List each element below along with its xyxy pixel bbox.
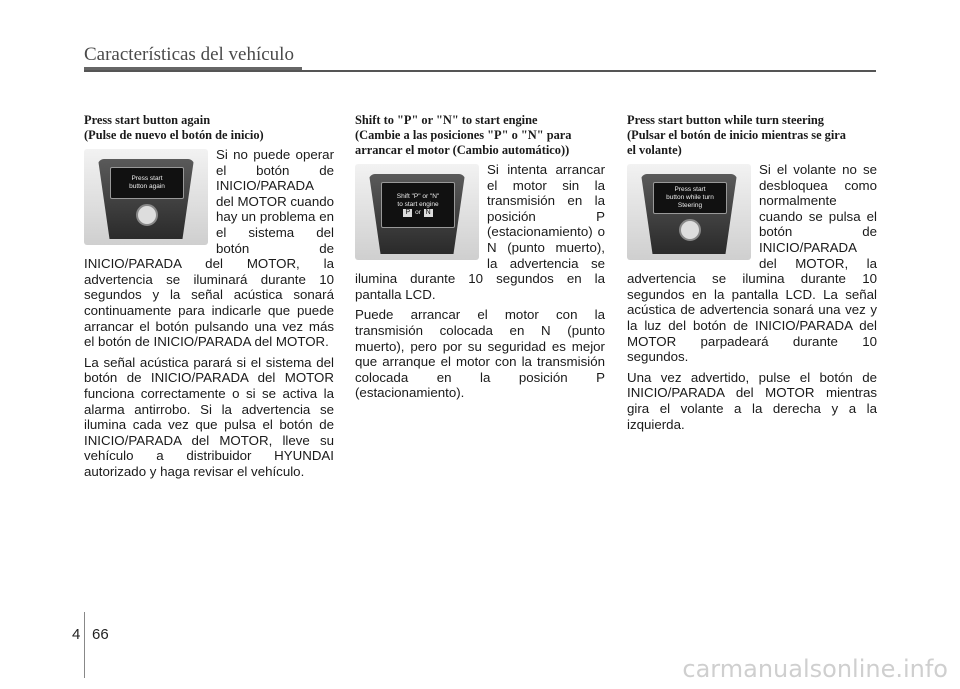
lcd-message: Shift "P" or "N" to start engine P or N [381,182,455,228]
column-body [627,162,877,432]
paragraph: Una vez advertido, pulse el botón de INICIO/PARADA del MOTOR mientras gira el volante a la derecha y a la izquierda. [627,369,877,432]
start-button-icon [136,204,158,226]
column-press-start-again [84,113,334,484]
park-badge-icon: P [403,209,412,217]
paragraph: Si el volante no se desbloquea como normalmente cuando se pulsa el botón de INICIO/PARADA del MOTOR, la advertencia se ilumina durante 10 segundos en la pantalla LCD. La señal acústica de advertencia sonará una vez y la luz del botón de INICIO/PARADA del MOTOR parpadeará durante 10 segundos. [627,162,877,365]
column-body [84,147,334,479]
watermark: carmanualsonline.info [682,655,948,683]
footer-divider [84,612,85,678]
lcd-message: Press start button again [110,167,184,199]
neutral-badge-icon: N [425,209,431,216]
section-title: Características del vehículo [84,44,294,65]
dashboard-warning-figure [355,164,479,260]
chapter-number: 4 [72,626,81,643]
column-press-while-steering [627,113,877,437]
page-number: 66 [92,626,109,643]
column-shift-p-or-n [355,113,605,406]
paragraph: Si no puede operar el botón de INICIO/PARADA del MOTOR cuando hay un problema en el sistema del botón de INICIO/PARADA del MOTOR, la advertencia se iluminará durante 10 segundos y la señal acústica sonará continuamente para indicarle que puede arrancar el botón pulsando una vez más el botón de INICIO/PARADA del MOTOR. [84,147,335,350]
paragraph: Puede arrancar el motor con la transmisión colocada en N (punto muerto), pero por su seguridad es mejor que arranque el motor con la transmisión colocada en la posición P (estacionamiento). [355,307,605,401]
column-heading: Press start button again (Pulse de nuevo el botón de inicio) [84,113,264,142]
column-heading: Shift to "P" or "N" to start engine (Cambie a las posiciones "P" o "N" para arrancar el motor (Cambio automático)) [355,113,572,157]
header-rule [84,70,876,72]
column-body [355,162,605,401]
dashboard-warning-figure [627,164,751,260]
paragraph: La señal acústica parará si el sistema del botón de INICIO/PARADA del MOTOR funciona correctamente o si se activa la alarma antirrobo. Si la advertencia se ilumina cada vez que pulsa el botón de INICIO/PARADA del MOTOR, lleve su vehículo a distribuidor HYUNDAI autorizado y haga revisar el vehículo. [84,354,334,479]
column-heading: Press start button while turn steering (Pulsar el botón de inicio mientras se gira el volante) [627,113,847,157]
steering-wheel-icon [679,219,701,241]
lcd-message: Press start button while turn Steering [653,182,727,214]
paragraph: Si intenta arrancar el motor sin la transmisión en la posición P (estacionamiento) o N (punto muerto), la advertencia se ilumina durante 10 segundos en la pantalla LCD. [355,162,605,302]
dashboard-warning-figure [84,149,208,245]
